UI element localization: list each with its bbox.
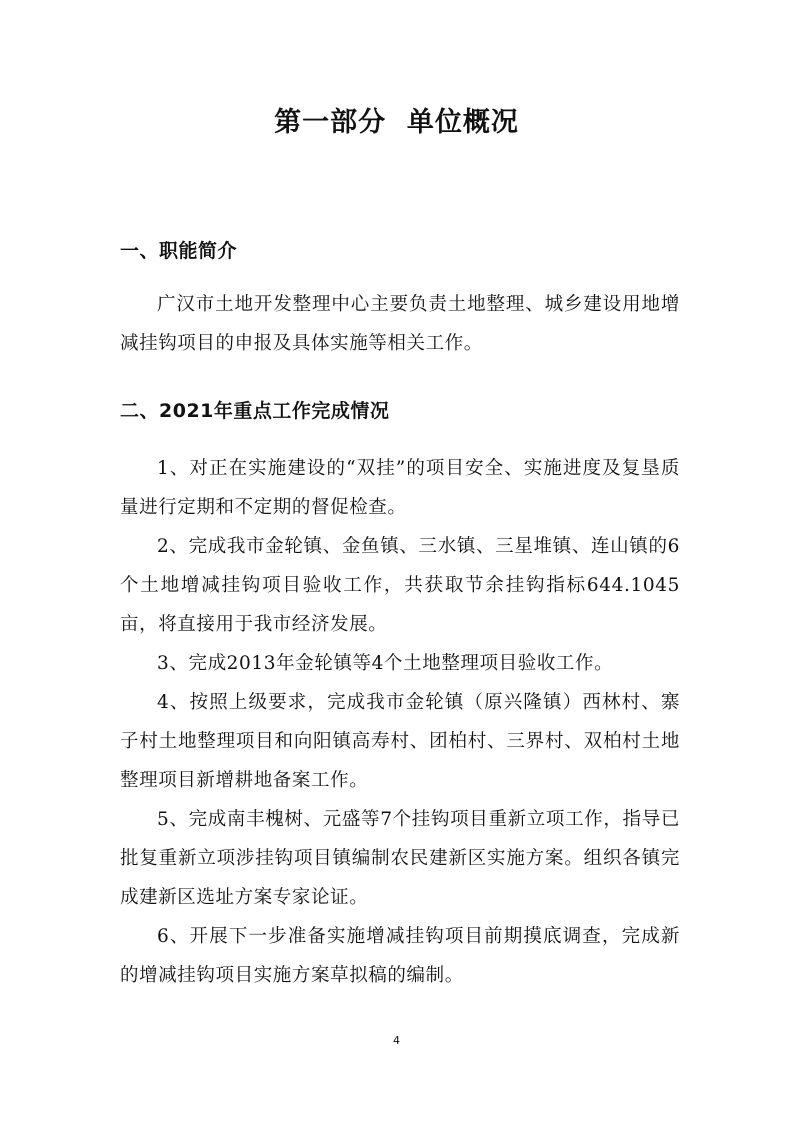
paragraph-item-6: 6、开展下一步准备实施增减挂钩项目前期摸底调查，完成新的增减挂钩项目实施方案草拟稿的编制。 (120, 926, 680, 986)
section-heading-key-work: 二、2021年重点工作完成情况 (120, 400, 390, 422)
section-heading-functions: 一、职能简介 (120, 240, 238, 262)
paragraph-item-2: 2、完成我市金轮镇、金鱼镇、三水镇、三星堆镇、连山镇的6个土地增减挂钩项目验收工作，共获取节余挂钩指标644.1045亩，将直接用于我市经济发展。 (120, 536, 680, 635)
page-number: 4 (393, 1034, 400, 1047)
paragraph-item-5: 5、完成南丰槐树、元盛等7个挂钩项目重新立项工作，指导已批复重新立项涉挂钩项目镇编制农民建新区实施方案。组织各镇完成建新区选址方案专家论证。 (120, 809, 680, 908)
paragraph-item-1: 1、对正在实施建设的“双挂”的项目安全、实施进度及复垦质量进行定期和不定期的督促检查。 (120, 458, 680, 518)
paragraph-functions-intro: 广汉市土地开发整理中心主要负责土地整理、城乡建设用地增减挂钩项目的申报及具体实施等相关工作。 (120, 294, 680, 354)
page-title: 第一部分 单位概况 (274, 107, 519, 138)
paragraph-item-4: 4、按照上级要求，完成我市金轮镇（原兴隆镇）西林村、寨子村土地整理项目和向阳镇高寿村、团柏村、三界村、双柏村土地整理项目新增耕地备案工作。 (120, 692, 680, 791)
paragraph-item-3: 3、完成2013年金轮镇等4个土地整理项目验收工作。 (157, 653, 614, 674)
